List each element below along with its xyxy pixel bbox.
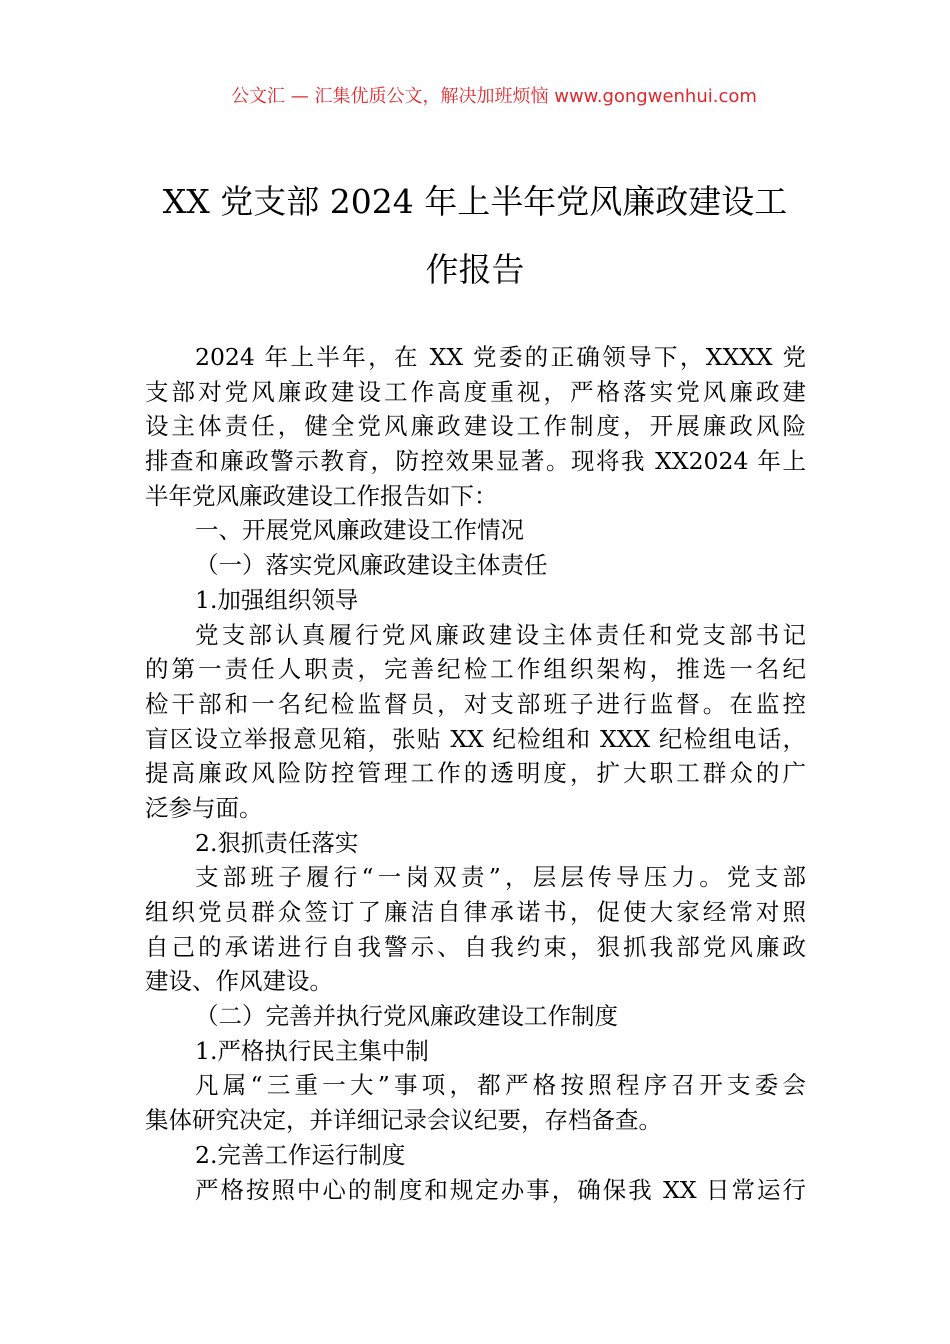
text-line: 1.严格执行民主集中制 (195, 1036, 429, 1065)
text-line: （二）完善并执行党风廉政建设工作制度 (195, 1002, 618, 1031)
document-title-line-1: XX 党支部 2024 年上半年党风廉政建设工 (162, 182, 788, 221)
text-line: 2024 年上半年，在 XX 党委的正确领导下，XXXX 党 (195, 343, 806, 371)
text-line: 建设、作风建设。 (145, 967, 333, 996)
text-line: 2.完善工作运行制度 (195, 1140, 406, 1169)
text-line: 盲区设立举报意见箱，张贴 XX 纪检组和 XXX 纪检组电话， (145, 724, 806, 753)
text-line: （一）落实党风廉政建设主体责任 (195, 551, 548, 580)
text-line: 2.狠抓责任落实 (195, 828, 359, 857)
text-line: 组织党员群众签订了廉洁自律承诺书，促使大家经常对照 (145, 898, 806, 926)
text-line: 提高廉政风险防控管理工作的透明度，扩大职工群众的广 (145, 759, 806, 788)
document-body (145, 340, 806, 1207)
text-line: 凡属“三重一大”事项，都严格按照程序召开支委会 (195, 1071, 806, 1100)
text-line: 设主体责任，健全党风廉政建设工作制度，开展廉政风险 (145, 412, 806, 441)
text-line: 党支部认真履行党风廉政建设主体责任和党支部书记 (195, 620, 806, 649)
text-line: 排查和廉政警示教育，防控效果显著。现将我 XX2024 年上 (145, 447, 806, 476)
text-line: 严格按照中心的制度和规定办事，确保我 XX 日常运行 (195, 1175, 806, 1204)
text-line: 的第一责任人职责，完善纪检工作组织架构，推选一名纪 (145, 655, 806, 684)
watermark-banner: 公文汇 — 汇集优质公文，解决加班烦恼 www.gongwenhui.com (231, 86, 757, 107)
text-line: 检干部和一名纪检监督员，对支部班子进行监督。在监控 (145, 689, 806, 718)
text-line: 自己的承诺进行自我警示、自我约束，狠抓我部党风廉政 (145, 932, 806, 961)
text-line: 泛参与面。 (145, 793, 263, 822)
text-line: 1.加强组织领导 (195, 585, 359, 614)
text-line: 支部班子履行“一岗双责”，层层传导压力。党支部 (195, 863, 806, 892)
text-line: 集体研究决定，并详细记录会议纪要，存档备查。 (145, 1106, 662, 1135)
document-title-line-2: 作报告 (425, 250, 525, 289)
text-line: 半年党风廉政建设工作报告如下： (145, 481, 498, 510)
text-line: 支部对党风廉政建设工作高度重视，严格落实党风廉政建 (145, 377, 806, 406)
text-line: 一、开展党风廉政建设工作情况 (195, 516, 524, 545)
